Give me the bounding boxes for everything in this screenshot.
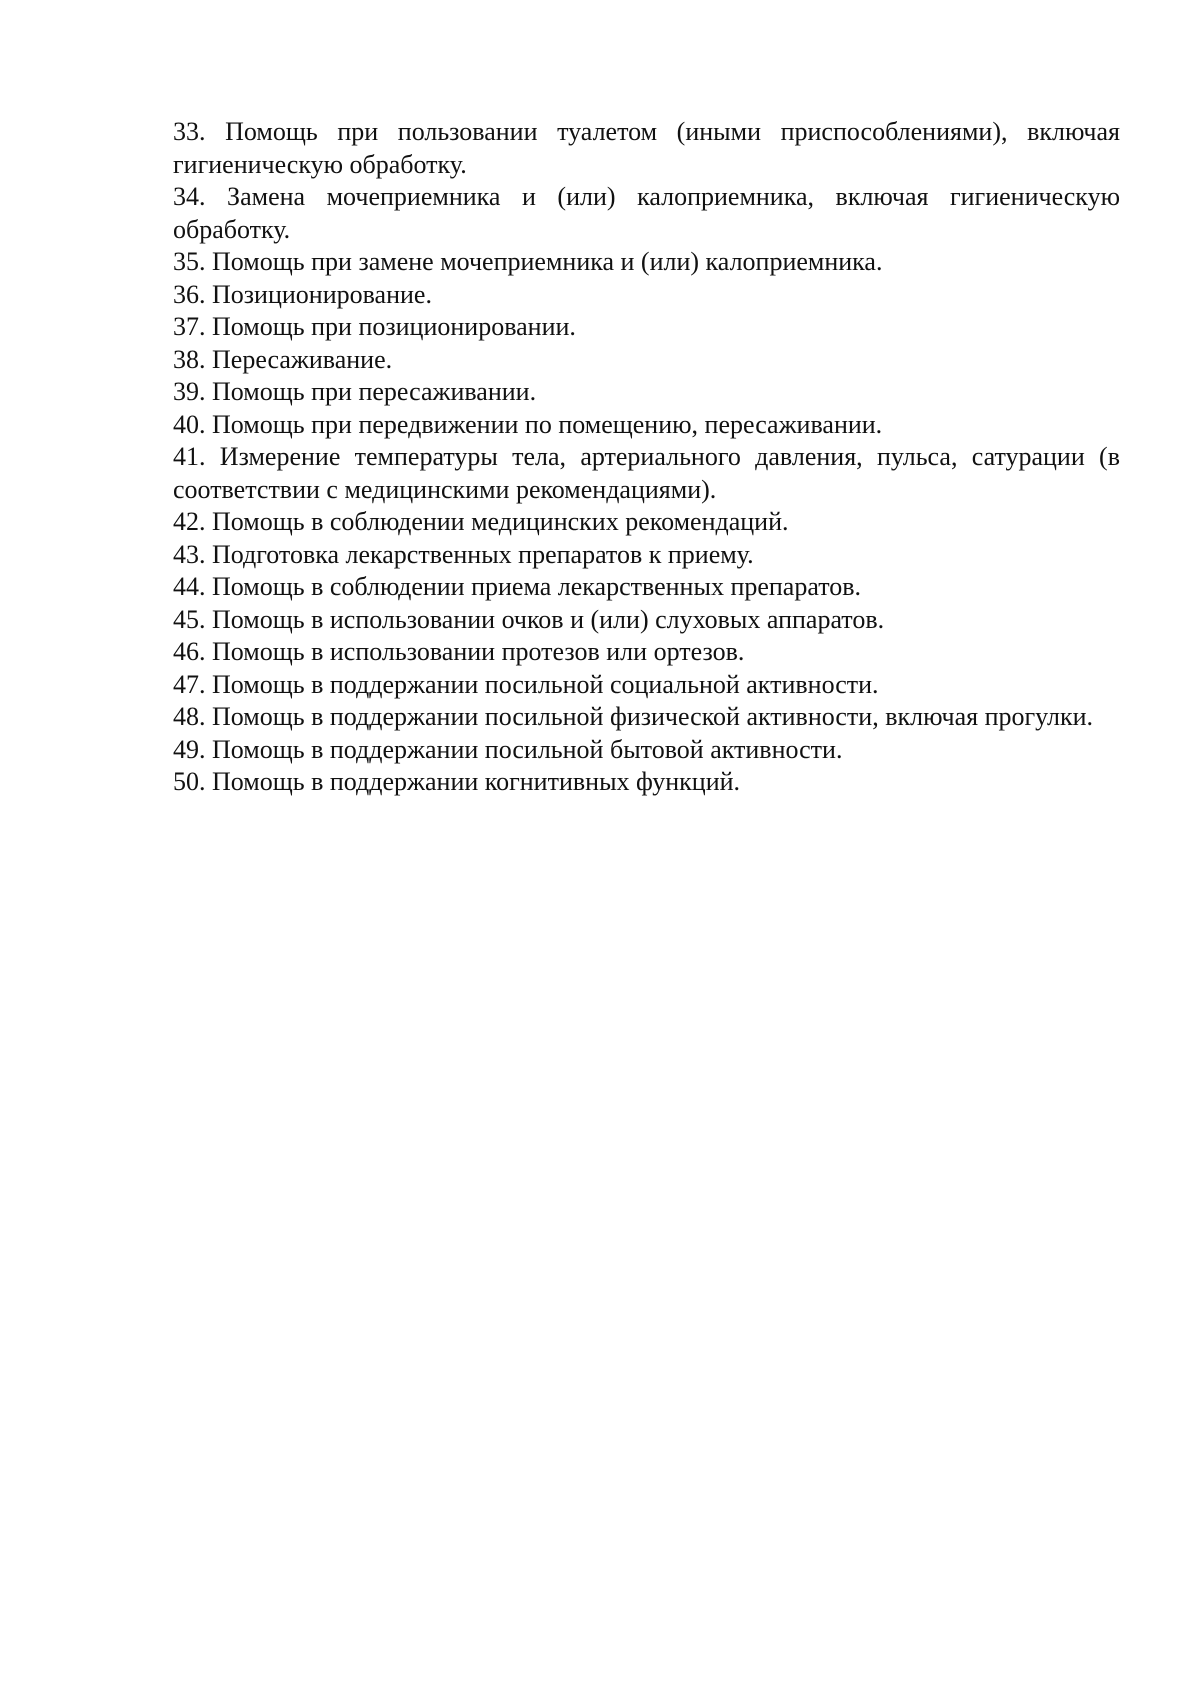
list-item: 44. Помощь в соблюдении приема лекарственных препаратов. (173, 572, 862, 601)
list-item: 36. Позиционирование. (173, 279, 432, 309)
list-item: 43. Подготовка лекарственных препаратов к приему. (173, 539, 754, 569)
list-item: 46. Помощь в использовании протезов или ортезов. (173, 637, 745, 666)
list-item: 42. Помощь в соблюдении медицинских рекомендаций. (173, 507, 789, 536)
services-list (173, 116, 1120, 799)
list-item: 47. Помощь в поддержании посильной социальной активности. (173, 669, 879, 699)
list-item: 35. Помощь при замене мочеприемника и (или) калоприемника. (173, 247, 883, 276)
list-item: 41. Измерение температуры тела, артериального давления, пульса, сатурации (в соответствии с медицинскими рекомендациями). (173, 442, 1120, 504)
list-item: 50. Помощь в поддержании когнитивных функций. (173, 767, 741, 796)
list-item: 39. Помощь при пересаживании. (173, 377, 537, 406)
list-item: 38. Пересаживание. (173, 344, 393, 374)
list-item: 34. Замена мочеприемника и (или) калоприемника, включая гигиеническую обработку. (173, 182, 1120, 244)
list-item: 33. Помощь при пользовании туалетом (иными приспособлениями), включая гигиеническую обработку. (173, 117, 1120, 179)
list-item: 40. Помощь при передвижении по помещению, пересаживании. (173, 409, 883, 439)
list-item: 49. Помощь в поддержании посильной бытовой активности. (173, 734, 843, 764)
list-item: 37. Помощь при позиционировании. (173, 312, 576, 341)
list-item: 45. Помощь в использовании очков и (или) слуховых аппаратов. (173, 604, 885, 634)
list-item: 48. Помощь в поддержании посильной физической активности, включая прогулки. (173, 702, 1094, 731)
